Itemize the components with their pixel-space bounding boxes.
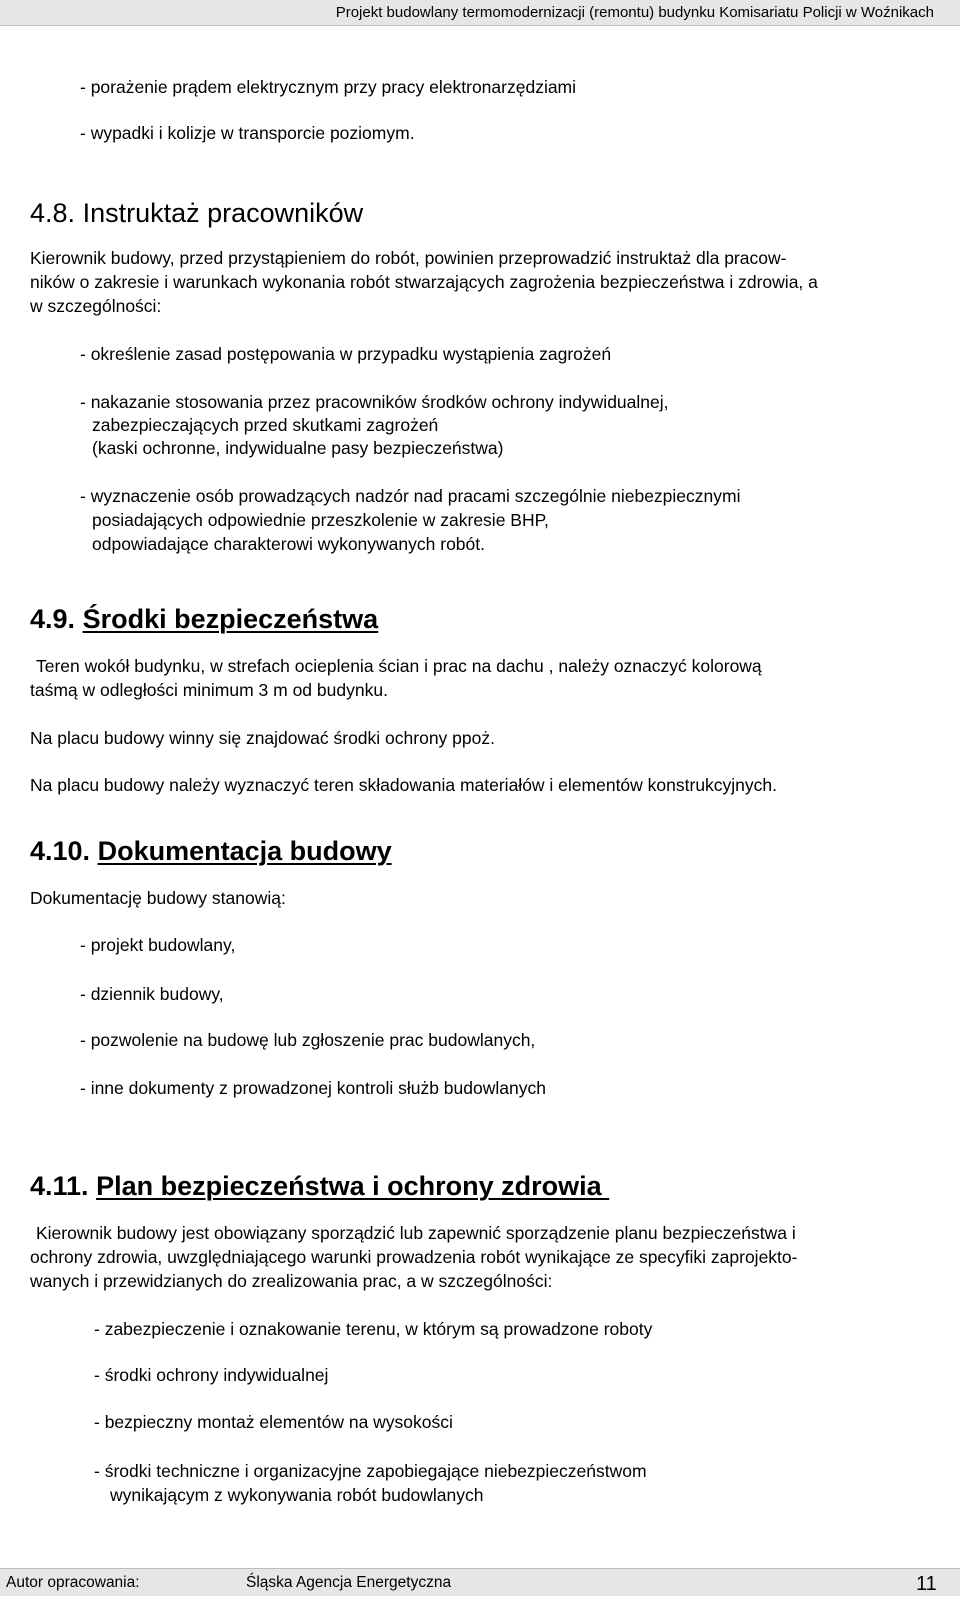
list-item-continuation: posiadających odpowiednie przeszkolenie w zakresie BHP,: [92, 510, 549, 530]
section-heading-4-10: [30, 835, 392, 867]
page-number: 11: [916, 1573, 937, 1595]
list-item-continuation: odpowiadające charakterowi wykonywanych robót.: [92, 534, 485, 554]
list-item-continuation: wynikającym z wykonywania robót budowlanych: [110, 1485, 484, 1505]
section-title: Instruktaż pracowników: [82, 198, 364, 228]
list-item-continuation: (kaski ochronne, indywidualne pasy bezpieczeństwa): [92, 438, 504, 458]
list-item: - wyznaczenie osób prowadzących nadzór nad pracami szczególnie niebezpiecznymi: [80, 486, 741, 506]
page-header: [0, 0, 960, 26]
paragraph: Na placu budowy należy wyznaczyć teren składowania materiałów i elementów konstrukcyjnych.: [30, 775, 778, 795]
section-title: Dokumentacja budowy: [97, 836, 392, 866]
list-item: - inne dokumenty z prowadzonej kontroli służb budowlanych: [80, 1078, 546, 1098]
list-item: - projekt budowlany,: [80, 935, 236, 955]
section-number: 4.10.: [30, 836, 91, 866]
list-item: - zabezpieczenie i oznakowanie terenu, w którym są prowadzone roboty: [94, 1319, 653, 1339]
list-item: - środki ochrony indywidualnej: [94, 1365, 329, 1385]
section-number: 4.8.: [30, 198, 76, 228]
list-item: - pozwolenie na budowę lub zgłoszenie prac budowlanych,: [80, 1030, 536, 1050]
paragraph-line: Kierownik budowy, przed przystąpieniem do robót, powinien przeprowadzić instruktaż dla pracow-: [30, 248, 787, 268]
intro-item: - porażenie prądem elektrycznym przy pracy elektronarzędziami: [80, 77, 577, 97]
list-item-continuation: zabezpieczających przed skutkami zagrożeń: [92, 415, 439, 435]
list-item: - określenie zasad postępowania w przypadku wystąpienia zagrożeń: [80, 344, 612, 364]
paragraph: Na placu budowy winny się znajdować środki ochrony ppoż.: [30, 728, 495, 748]
section-number: 4.9.: [30, 604, 76, 634]
paragraph-line: ochrony zdrowia, uwzględniającego warunki prowadzenia robót wynikające ze specyfiki zaprojekto-: [30, 1247, 798, 1267]
paragraph-line: w szczególności:: [30, 296, 162, 316]
list-item: - nakazanie stosowania przez pracowników środków ochrony indywidualnej,: [80, 392, 669, 412]
section-heading-4-8: [30, 197, 363, 229]
paragraph: Dokumentację budowy stanowią:: [30, 888, 286, 908]
header-title: Projekt budowlany termomodernizacji (remontu) budynku Komisariatu Policji w Woźnikach: [335, 4, 934, 21]
section-title: Plan bezpieczeństwa i ochrony zdrowia: [96, 1171, 610, 1201]
footer-author-label: Autor opracowania:: [6, 1574, 140, 1591]
list-item: - dziennik budowy,: [80, 984, 224, 1004]
paragraph-line: taśmą w odległości minimum 3 m od budynku.: [30, 680, 388, 700]
footer-author: Śląska Agencja Energetyczna: [246, 1574, 452, 1591]
list-item: - środki techniczne i organizacyjne zapobiegające niebezpieczeństwom: [94, 1461, 647, 1481]
page-footer: [0, 1568, 960, 1596]
paragraph-line: wanych i przewidzianych do zrealizowania prac, a w szczególności:: [30, 1271, 553, 1291]
section-heading-4-11: [30, 1170, 609, 1202]
section-heading-4-9: [30, 603, 378, 635]
paragraph-line: Teren wokół budynku, w strefach ocieplenia ścian i prac na dachu , należy oznaczyć kolorową: [36, 656, 762, 676]
intro-item: - wypadki i kolizje w transporcie poziomym.: [80, 123, 415, 143]
list-item: - bezpieczny montaż elementów na wysokości: [94, 1412, 453, 1432]
paragraph-line: ników o zakresie i warunkach wykonania robót stwarzających zagrożenia bezpieczeństwa i zdrowia, a: [30, 272, 818, 292]
paragraph-line: Kierownik budowy jest obowiązany sporządzić lub zapewnić sporządzenie planu bezpieczeństwa i: [36, 1223, 796, 1243]
section-title: Środki bezpieczeństwa: [82, 604, 379, 634]
section-number: 4.11.: [30, 1171, 89, 1201]
